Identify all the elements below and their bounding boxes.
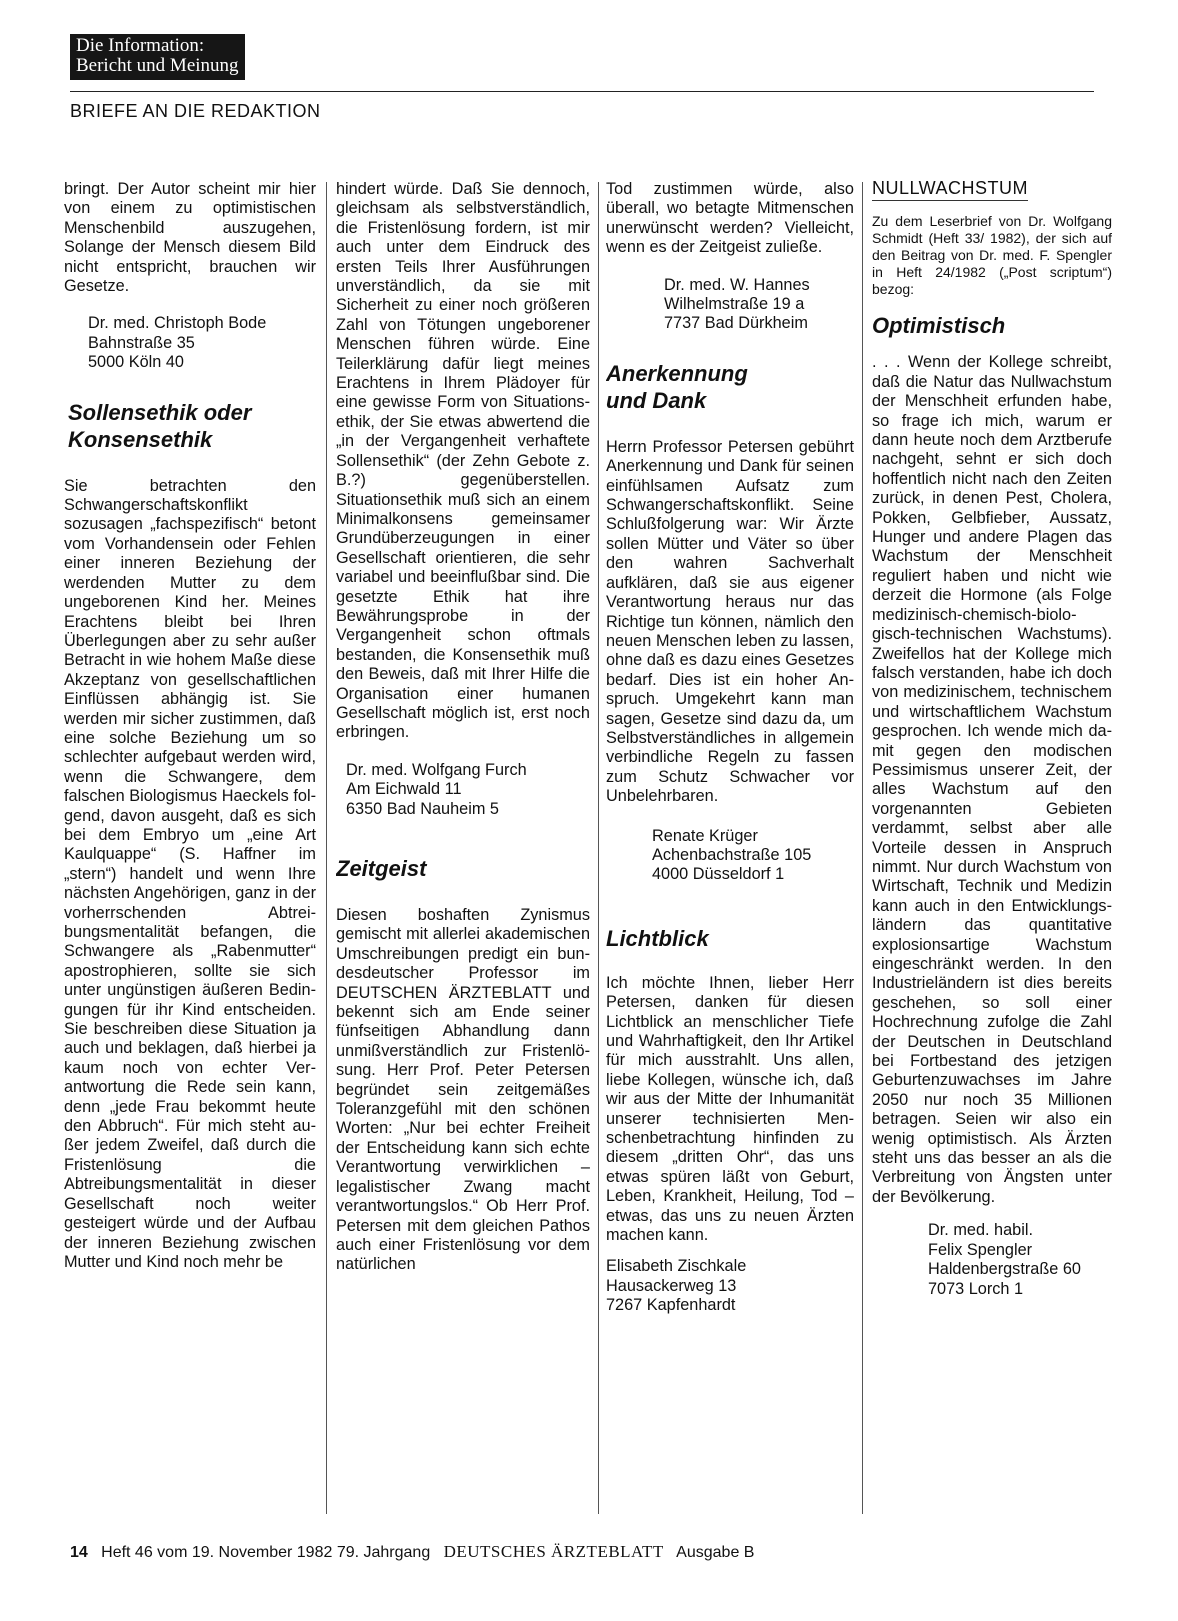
headline-sollensethik: Sollensethik oder Konsensethik [68,399,252,452]
signature-line: Achenbachstraße 105 [652,845,812,864]
signature-hannes [664,276,854,334]
signature-line: Felix Spengler [928,1240,1033,1259]
letter-body: Diesen boshaften Zynismus gemischt mit allerlei akademischen Umschreibungen predigt ein bundesdeutscher Professor im DEUTSCHEN ÄRZTEBLATT und bekennt sich am Ende seiner fünfseitigen Abhandlung dann unmißverständlich zur Fristenlösung. Herr Prof. Peter Petersen begründet sein zeitgemäßes Toleranzgefühl mit den schönen Worten: „Nur bei echter Freiheit der Entscheidung kann sich echte Verantwortung verwirklichen – legalistischer Zwang macht verantwortungslos.“ Ob Herr Prof. Petersen mit dem gleichen Pathos auch einer Fristenlösung vor dem natürlichen [336,906,590,1274]
signature-line: Haldenbergstraße 60 [928,1260,1081,1279]
signature-furch [346,761,590,819]
signature-line: Dr. med. W. Hannes [664,275,810,294]
signature-line: 6350 Bad Nauheim 5 [346,799,499,818]
signature-line: Am Eichwald 11 [346,780,462,799]
page-number: 14 [70,1544,88,1561]
journal-name: DEUTSCHES ÄRZTEBLATT [443,1542,664,1561]
edition-label: Ausgabe B [676,1544,755,1561]
rubric-box [70,34,245,80]
signature-line: Elisabeth Zischkale [606,1257,747,1276]
letter-body: Herrn Professor Petersen gebührt Anerkennung und Dank für seinen einfühlsamen Aufsatz zum Schwangerschaftskonflikt. Seine Schlußfolgerung war: Wir Ärzte sollen Mütter und Väter so über den wahren Sachverhalt aufklären, daß sie aus eigener Verantwortung heraus nur das Richtige tun können, nämlich den neuen Menschen leben zu lassen, ohne daß es dazu eines Gesetzes bedarf. Dies ist ein hoher Anspruch. Umgekehrt kann man sagen, Gesetze sind dazu da, um Selbstverständliches in allgemein verbindliche Regeln zu fassen zum Schutz Schwacher vor Unbelehrbaren. [606,437,854,806]
column-divider-2 [598,182,599,1514]
headline-lichtblick: Lichtblick [606,925,709,951]
signature-zischkale [606,1257,854,1315]
headline-zeitgeist: Zeitgeist [336,856,427,881]
signature-line: Renate Krüger [652,826,758,845]
signature-line: Wilhelmstraße 19 a [664,295,805,314]
headline-optimistisch: Optimistisch [872,313,1006,339]
signature-line: Dr. med. habil. [928,1221,1033,1240]
signature-bode [88,314,316,372]
signature-line: Bahnstraße 35 [88,333,195,352]
column-divider-3 [862,182,863,1514]
column-4 [872,180,1112,1520]
rubric-line-2: Bericht und Meinung [76,55,239,76]
letter-body: . . . Wenn der Kollege schreibt, daß die Natur das Nullwachstum der Menschheit erfunden habe, so frage ich mich, warum er dann heute noch dem Arztberufe nachgeht, sehnt er sich doch hoffentlich nicht nach den Zeiten zurück, in denen Pest, Cholera, Pokken, Gelbfieber, Aussatz, Hunger und andere Plagen das Wachstum der Menschheit reguliert haben und nicht wie derzeit die Hormone (als Folge medizinisch-chemisch-biologisch-technischen Wachstums). Zweifellos hat der Kollege mich falsch verstanden, habe ich doch von medizinischem, technischem und wirtschaftlichem Wachstum gesprochen. Ich wende mich damit gegen den modischen Pessimismus unserer Zeit, der alles Wachstum auf den vorgenannten Gebieten verdammt, selbst aber alle Vorteile dessen in Anspruch nimmt. Nur durch Wachstum von Wirtschaft, Technik und Medizin kann auch in den Entwicklungsländern das quantitative explosionsartige Wachstum eingeschränkt werden. In den Industrieländern ist dies bereits geschehen, so soll einer Hochrechnung zufolge die Zahl der Deutschen in Deutschland bei Fortbestand des jetzigen Geburtenzuwachses im Jahre 2050 nur noch 35 Millionen betragen. Seien wir also ein wenig optimistisch. Als Ärzten steht uns das besser an als die Verbreitung von Ängsten unter der Bevölkerung. [872,353,1112,1206]
topic-label: NULLWACHSTUM [872,180,1028,201]
headline-anerkennung: Anerkennung und Dank [606,360,748,413]
issue-info: Heft 46 vom 19. November 1982 79. Jahrgang [101,1544,431,1561]
letter-body: Sie betrachten den Schwangerschaftskonflikt sozusagen „fachspezifisch“ betont vom Vorhandensein oder Fehlen einer inneren Beziehung der werdenden Mutter zu dem ungeborenen Kind her. Meines Erachtens bleibt bei Ihren Überlegungen aber zu sehr außer Betracht in wie hohem Maße diese Akzeptanz von gesellschaftlichen Einflüssen abhängig ist. Sie werden mir sicher zustimmen, daß eine solche Beziehung um so schlechter aufgebaut werden wird, wenn die Schwangere, dem falschen Biologismus Haeckels folgend, davon ausgeht, daß es sich bei dem Embryo um „eine Art Kaulquappe“ (S. Haffner im „stern“) handelt und wenn Ihre nächsten Angehörigen, ganz in der vorherrschenden Abtreibungsmentalität befangen, die Schwangere als „Rabenmutter“ apostrophieren, sollte sie sich unter ungünstigen äußeren Bedingungen für ihr Kind entscheiden. Sie beschreiben diese Situation ja auch und beklagen, daß hierbei ja kaum noch von echter Verantwortung die Rede sein kann, denn „jede Frau bekommt heute den Abbruch“. Für mich steht außer jedem Zweifel, daß durch die Fristenlösung die Abtreibungsmentalität in dieser Gesellschaft noch weiter gesteigert würde und der Aufbau der inneren Beziehung zwischen Mutter und Kind noch mehr be [64,476,316,1271]
rubric-line-1: Die Information: [76,35,205,56]
signature-line: 7073 Lorch 1 [928,1279,1024,1298]
column-3 [606,180,854,1520]
column-divider-1 [326,182,327,1514]
letter-body: Tod zustimmen würde, also überall, wo betagte Mitmenschen unerwünscht werden? Vielleicht, wenn es der Zeitgeist zuließe. [606,180,854,257]
signature-krueger [652,827,854,885]
signature-line: 7267 Kapfenhardt [606,1296,736,1315]
section-label: BRIEFE AN DIE REDAKTION [70,101,321,121]
signature-spengler [928,1221,1112,1299]
letter-body: Ich möchte Ihnen, lieber Herr Petersen, danken für diesen Lichtblick an menschlicher Tiefe und Wahrhaftigkeit, den Ihr Artikel für mich ausstrahlt. Uns allen, liebe Kollegen, wünsche ich, daß wir aus der Mitte der Inhumanität unserer technisierten Menschenbetrachtung hinfinden zu diesem „dritten Ohr“, das uns etwas spüren läßt von Geburt, Leben, Krankheit, Heilung, Tod – etwas, das uns zu neuen Ärzten machen kann. [606,973,854,1245]
signature-line: Dr. med. Christoph Bode [88,314,267,333]
signature-line: Dr. med. Wolfgang Furch [346,760,527,779]
letter-continuation: bringt. Der Autor scheint mir hier von einem zu optimistischen Menschenbild auszugehen, Solange der Mensch diesem Bild nicht entspricht, brauchen wir Gesetze. [64,180,316,296]
letter-body: hindert würde. Daß Sie dennoch, gleichsam als selbstverständlich, die Fristenlösung fordern, ist mir auch unter dem Eindruck des ersten Teils Ihrer Ausführungen unverständlich, da sie mit Sicherheit zu einer noch größeren Zahl von Tötungen ungeborener Menschen führen würde. Eine Teilerklärung dafür liegt meines Erachtens in Ihrem Plädoyer für eine gewisse Form von Situationsethik, der Sie etwas abwertend die „in der Vergangenheit verhaftete Sollensethik“ (der Zehn Gebote z. B.?) gegenüberstellen. Situationsethik muß sich an einem Minimalkonsens gemeinsamer Grundüberzeugungen in einer Gesellschaft orientieren, die sehr variabel und beeinflußbar sind. Die gesetzte Ethik hat ihre Bewährungsprobe in der Vergangenheit schon oftmals bestanden, die Konsensethik muß den Beweis, daß mit Ihrer Hilfe die Organisation einer humanen Gesellschaft möglich ist, erst noch erbringen. [336,180,590,742]
column-1 [64,180,316,1520]
page-footer [70,1542,754,1562]
signature-line: 4000 Düsseldorf 1 [652,865,785,884]
signature-line: 7737 Bad Dürkheim [664,314,808,333]
signature-line: Hausackerweg 13 [606,1276,737,1295]
column-2 [336,180,590,1520]
header-rule [70,91,1094,92]
signature-line: 5000 Köln 40 [88,353,184,372]
letter-intro: Zu dem Leserbrief von Dr. Wolfgang Schmidt (Heft 33/ 1982), der sich auf den Beitrag von Dr. med. F. Spengler in Heft 24/1982 („Post scriptum“) bezog: [872,213,1112,298]
